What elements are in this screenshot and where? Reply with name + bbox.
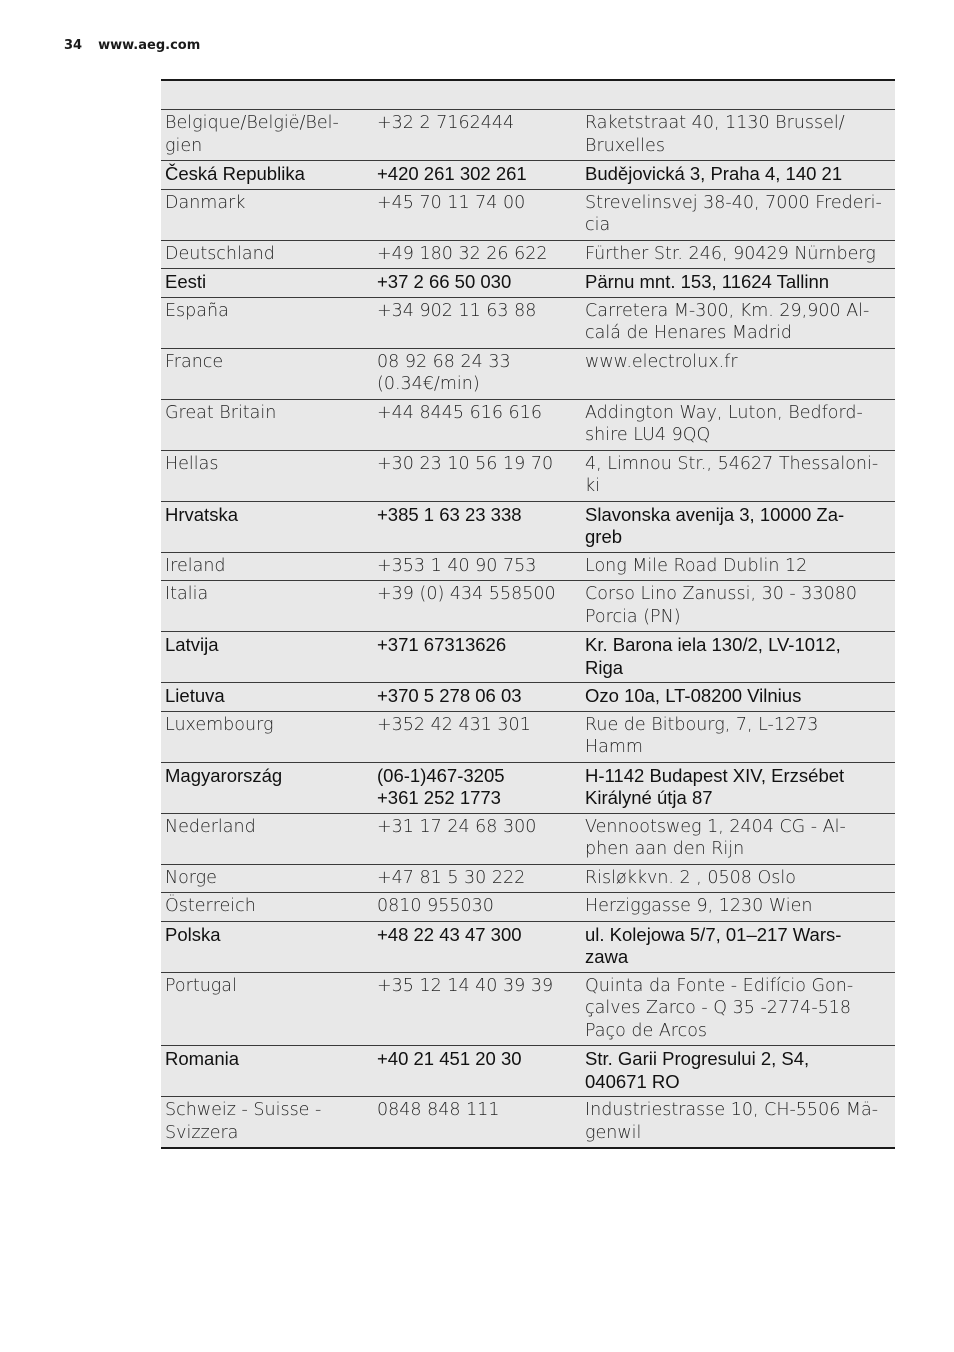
table-row bbox=[161, 762, 895, 813]
address-cell bbox=[581, 552, 895, 581]
phone-cell bbox=[373, 813, 581, 864]
phone-cell bbox=[373, 972, 581, 1046]
table-row bbox=[161, 1046, 895, 1097]
country-cell bbox=[161, 450, 373, 501]
phone-cell bbox=[373, 399, 581, 450]
country-cell-text: Magyarország bbox=[165, 764, 283, 786]
country-cell bbox=[161, 711, 373, 762]
country-cell-text: Belgique/België/Bel- gien bbox=[165, 113, 339, 156]
phone-cell bbox=[373, 893, 581, 922]
phone-cell-text: +420 261 302 261 bbox=[377, 163, 527, 184]
country-cell-text: Italia bbox=[165, 584, 209, 604]
address-cell bbox=[581, 632, 895, 683]
country-cell bbox=[161, 297, 373, 348]
country-cell bbox=[161, 813, 373, 864]
country-cell-text: Eesti bbox=[165, 271, 207, 292]
table-row bbox=[161, 501, 895, 552]
country-cell bbox=[161, 972, 373, 1046]
country-cell-text: Polska bbox=[165, 923, 221, 945]
country-cell-text: Hellas bbox=[165, 453, 219, 474]
phone-cell-text: +370 5 278 06 03 bbox=[377, 685, 522, 706]
country-cell bbox=[161, 110, 373, 161]
phone-cell bbox=[373, 1046, 581, 1097]
address-cell bbox=[581, 297, 895, 348]
table-row bbox=[161, 297, 895, 348]
phone-cell bbox=[373, 110, 581, 161]
phone-cell-text: +385 1 63 23 338 bbox=[377, 503, 522, 525]
address-cell bbox=[581, 1046, 895, 1097]
phone-cell bbox=[373, 683, 581, 712]
country-cell-text: Latvija bbox=[165, 634, 219, 655]
address-cell-text: Budějovická 3, Praha 4, 140 21 bbox=[585, 163, 843, 184]
country-cell bbox=[161, 348, 373, 399]
phone-cell bbox=[373, 762, 581, 813]
address-cell-text: www.electrolux.fr bbox=[585, 351, 738, 372]
table-row bbox=[161, 581, 895, 632]
address-cell bbox=[581, 240, 895, 269]
address-cell-text: Addington Way, Luton, Bedford- shire LU4 9QQ bbox=[585, 402, 863, 445]
country-cell-text: Norge bbox=[165, 867, 217, 888]
phone-cell bbox=[373, 711, 581, 762]
phone-cell bbox=[373, 501, 581, 552]
phone-cell bbox=[373, 921, 581, 972]
table-row bbox=[161, 552, 895, 581]
address-cell-text: ul. Kolejowa 5/7, 01–217 Wars- zawa bbox=[585, 923, 842, 967]
phone-cell bbox=[373, 348, 581, 399]
country-cell bbox=[161, 189, 373, 240]
phone-cell-text: +353 1 40 90 753 bbox=[377, 555, 537, 576]
country-cell-text: Lietuva bbox=[165, 685, 225, 706]
table-row bbox=[161, 683, 895, 712]
address-cell-text: Carretera M-300, Km. 29,900 Al- calá de Henares Madrid bbox=[585, 300, 870, 343]
table-row bbox=[161, 399, 895, 450]
country-cell bbox=[161, 864, 373, 893]
phone-cell-text: 0848 848 111 bbox=[377, 1100, 500, 1120]
phone-cell-text: +35 12 14 40 39 39 bbox=[377, 975, 554, 996]
phone-cell bbox=[373, 297, 581, 348]
address-cell-text: Ozo 10a, LT-08200 Vilnius bbox=[585, 685, 802, 706]
table-row bbox=[161, 161, 895, 190]
table-header-row bbox=[161, 80, 895, 110]
table-row bbox=[161, 110, 895, 161]
country-cell bbox=[161, 893, 373, 922]
address-cell bbox=[581, 921, 895, 972]
phone-cell-text: +47 81 5 30 222 bbox=[377, 867, 526, 888]
address-cell-text: Vennootsweg 1, 2404 CG - Al- phen aan den Rijn bbox=[585, 816, 846, 859]
country-cell bbox=[161, 161, 373, 190]
table-row bbox=[161, 189, 895, 240]
address-cell bbox=[581, 399, 895, 450]
address-cell bbox=[581, 1097, 895, 1149]
country-cell bbox=[161, 921, 373, 972]
address-cell-text: Long Mile Road Dublin 12 bbox=[585, 555, 808, 576]
table-row bbox=[161, 893, 895, 922]
address-cell-text: Risløkkvn. 2 , 0508 Oslo bbox=[585, 867, 796, 888]
country-cell-text: Hrvatska bbox=[165, 503, 238, 525]
phone-cell-text: +37 2 66 50 030 bbox=[377, 271, 512, 292]
country-cell-text: España bbox=[165, 300, 229, 321]
address-cell-text: Kr. Barona iela 130/2, LV-1012, Riga bbox=[585, 634, 841, 678]
table-row bbox=[161, 450, 895, 501]
phone-cell-text: (06-1)467-3205 +361 252 1773 bbox=[377, 764, 505, 808]
address-cell bbox=[581, 348, 895, 399]
address-cell-text: Corso Lino Zanussi, 30 - 33080 Porcia (PN) bbox=[585, 584, 857, 627]
address-cell bbox=[581, 269, 895, 298]
phone-cell-text: +31 17 24 68 300 bbox=[377, 816, 537, 837]
country-cell bbox=[161, 632, 373, 683]
phone-cell-text: +352 42 431 301 bbox=[377, 714, 531, 735]
header-cell bbox=[161, 80, 373, 110]
country-cell-text: France bbox=[165, 351, 224, 372]
phone-cell-text: +30 23 10 56 19 70 bbox=[377, 453, 554, 474]
phone-cell-text: +48 22 43 47 300 bbox=[377, 923, 522, 945]
country-cell-text: Česká Republika bbox=[165, 163, 305, 184]
address-cell bbox=[581, 972, 895, 1046]
address-cell-text: Industriestrasse 10, CH-5506 Mä- genwil bbox=[585, 1100, 879, 1143]
country-cell-text: Luxembourg bbox=[165, 714, 274, 735]
address-cell-text: Str. Garii Progresului 2, S4, 040671 RO bbox=[585, 1048, 810, 1092]
phone-cell-text: +34 902 11 63 88 bbox=[377, 300, 537, 321]
address-cell-text: H-1142 Budapest XIV, Erzsébet Királyné útja 87 bbox=[585, 764, 845, 808]
country-cell bbox=[161, 552, 373, 581]
phone-cell-text: +45 70 11 74 00 bbox=[377, 192, 526, 213]
address-cell bbox=[581, 110, 895, 161]
address-cell-text: Fürther Str. 246, 90429 Nürnberg bbox=[585, 243, 876, 264]
phone-cell-text: +44 8445 616 616 bbox=[377, 402, 542, 423]
address-cell bbox=[581, 683, 895, 712]
country-cell-text: Ireland bbox=[165, 555, 226, 576]
header-cell bbox=[373, 80, 581, 110]
table-row bbox=[161, 813, 895, 864]
table-row bbox=[161, 972, 895, 1046]
table-row bbox=[161, 348, 895, 399]
address-cell-text: Raketstraat 40, 1130 Brussel/ Bruxelles bbox=[585, 113, 845, 156]
address-cell bbox=[581, 813, 895, 864]
address-cell bbox=[581, 581, 895, 632]
country-cell bbox=[161, 1097, 373, 1149]
phone-cell bbox=[373, 161, 581, 190]
country-cell bbox=[161, 762, 373, 813]
address-cell bbox=[581, 864, 895, 893]
country-cell bbox=[161, 240, 373, 269]
address-cell-text: Slavonska avenija 3, 10000 Za- greb bbox=[585, 503, 845, 547]
page-number: 34 bbox=[64, 38, 83, 53]
country-cell bbox=[161, 501, 373, 552]
address-cell bbox=[581, 501, 895, 552]
phone-cell bbox=[373, 864, 581, 893]
country-cell-text: Nederland bbox=[165, 816, 256, 837]
address-cell-text: Strevelinsvej 38-40, 7000 Frederi- cia bbox=[585, 192, 882, 235]
phone-cell bbox=[373, 1097, 581, 1149]
phone-cell bbox=[373, 269, 581, 298]
phone-cell bbox=[373, 581, 581, 632]
address-cell bbox=[581, 711, 895, 762]
country-cell-text: Danmark bbox=[165, 192, 246, 213]
phone-cell bbox=[373, 240, 581, 269]
phone-cell bbox=[373, 552, 581, 581]
address-cell bbox=[581, 189, 895, 240]
phone-cell-text: +39 (0) 434 558500 bbox=[377, 584, 556, 604]
phone-cell bbox=[373, 632, 581, 683]
country-cell bbox=[161, 399, 373, 450]
service-contact-table bbox=[161, 79, 895, 1149]
country-cell-text: Deutschland bbox=[165, 243, 275, 264]
country-cell-text: Österreich bbox=[165, 896, 256, 916]
country-cell bbox=[161, 1046, 373, 1097]
table-row bbox=[161, 632, 895, 683]
country-cell-text: Schweiz - Suisse - Svizzera bbox=[165, 1100, 322, 1143]
country-cell-text: Romania bbox=[165, 1048, 240, 1069]
country-cell-text: Portugal bbox=[165, 975, 237, 996]
table-row bbox=[161, 921, 895, 972]
table-row bbox=[161, 711, 895, 762]
phone-cell-text: +32 2 7162444 bbox=[377, 113, 515, 133]
phone-cell-text: +371 67313626 bbox=[377, 634, 507, 655]
country-cell-text: Great Britain bbox=[165, 402, 277, 423]
phone-cell bbox=[373, 450, 581, 501]
table-row bbox=[161, 269, 895, 298]
phone-cell bbox=[373, 189, 581, 240]
address-cell bbox=[581, 893, 895, 922]
address-cell-text: Quinta da Fonte - Edifício Gon- çalves Zarco - Q 35 -2774-518 Paço de Arcos bbox=[585, 975, 854, 1041]
country-cell bbox=[161, 581, 373, 632]
address-cell-text: 4, Limnou Str., 54627 Thessaloni- ki bbox=[585, 453, 879, 496]
address-cell-text: Rue de Bitbourg, 7, L-1273 Hamm bbox=[585, 714, 819, 757]
phone-cell-text: 08 92 68 24 33 (0.34€/min) bbox=[377, 351, 511, 394]
header-cell bbox=[581, 80, 895, 110]
website-url: www.aeg.com bbox=[98, 38, 201, 53]
phone-cell-text: +40 21 451 20 30 bbox=[377, 1048, 522, 1069]
table-row bbox=[161, 240, 895, 269]
address-cell bbox=[581, 450, 895, 501]
address-cell bbox=[581, 161, 895, 190]
phone-cell-text: +49 180 32 26 622 bbox=[377, 243, 548, 264]
country-cell bbox=[161, 269, 373, 298]
address-cell-text: Pärnu mnt. 153, 11624 Tallinn bbox=[585, 271, 830, 292]
table-row bbox=[161, 864, 895, 893]
country-cell bbox=[161, 683, 373, 712]
address-cell-text: Herziggasse 9, 1230 Wien bbox=[585, 896, 813, 916]
table-row bbox=[161, 1097, 895, 1149]
phone-cell-text: 0810 955030 bbox=[377, 896, 494, 916]
page-header bbox=[64, 38, 200, 53]
address-cell bbox=[581, 762, 895, 813]
